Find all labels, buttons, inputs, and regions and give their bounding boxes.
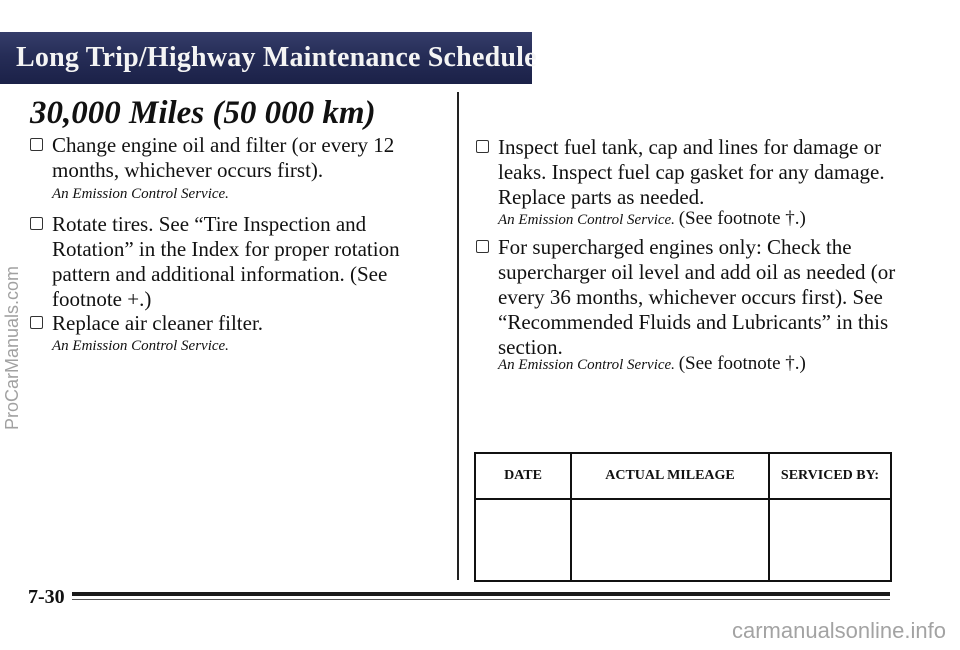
- emission-note: [498, 353, 806, 375]
- column-divider: [457, 92, 459, 580]
- page-header-title: Long Trip/Highway Maintenance Schedule: [16, 42, 537, 73]
- checkbox-icon[interactable]: [476, 140, 489, 153]
- checklist-item: [476, 235, 896, 360]
- side-watermark: ProCarManuals.com: [2, 265, 22, 430]
- emission-note-text: An Emission Control Service.: [498, 357, 675, 373]
- service-record-table: [474, 452, 892, 582]
- table-divider: [570, 454, 572, 580]
- emission-note: [498, 208, 806, 230]
- item-text: Change engine oil and filter (or every 12 months, whichever occurs first).: [52, 133, 395, 182]
- checklist-item: [30, 311, 425, 336]
- checkbox-icon[interactable]: [30, 138, 43, 151]
- emission-note-text: An Emission Control Service.: [498, 212, 675, 228]
- item-text: For supercharged engines only: Check the supercharger oil level and add oil as needed (or every 36 months, whichever occurs first). See “Recommended Fluids and Lubricants” in this section.: [498, 235, 896, 359]
- checklist-item: [30, 133, 425, 183]
- item-text: Rotate tires. See “Tire Inspection and Rotation” in the Index for proper rotation pattern and additional information. (See footnote +.): [52, 212, 400, 311]
- checklist-item: [476, 135, 896, 210]
- column-header-mileage: ACTUAL MILEAGE: [605, 468, 735, 483]
- footer-rule: [72, 592, 890, 596]
- item-text: Replace air cleaner filter.: [52, 311, 264, 335]
- footnote-ref: (See footnote †.): [678, 208, 806, 229]
- page-number: 7-30: [28, 586, 65, 608]
- table-divider: [768, 454, 770, 580]
- footer-rule-thin: [72, 599, 890, 600]
- item-text: Inspect fuel tank, cap and lines for damage or leaks. Inspect fuel cap gasket for any damage. Replace parts as needed.: [498, 135, 885, 209]
- checkbox-icon[interactable]: [30, 316, 43, 329]
- header-banner: [0, 32, 537, 84]
- table-header-rule: [476, 498, 890, 500]
- column-header-date: DATE: [504, 468, 542, 483]
- checkbox-icon[interactable]: [30, 217, 43, 230]
- checkbox-icon[interactable]: [476, 240, 489, 253]
- footnote-ref: (See footnote †.): [678, 353, 806, 374]
- emission-note: An Emission Control Service.: [52, 338, 229, 354]
- column-header-serviced-by: SERVICED BY:: [780, 468, 880, 483]
- checklist-item: [30, 212, 435, 312]
- emission-note: An Emission Control Service.: [52, 186, 229, 202]
- section-title: 30,000 Miles (50 000 km): [30, 95, 376, 131]
- bottom-watermark: carmanualsonline.info: [731, 618, 946, 643]
